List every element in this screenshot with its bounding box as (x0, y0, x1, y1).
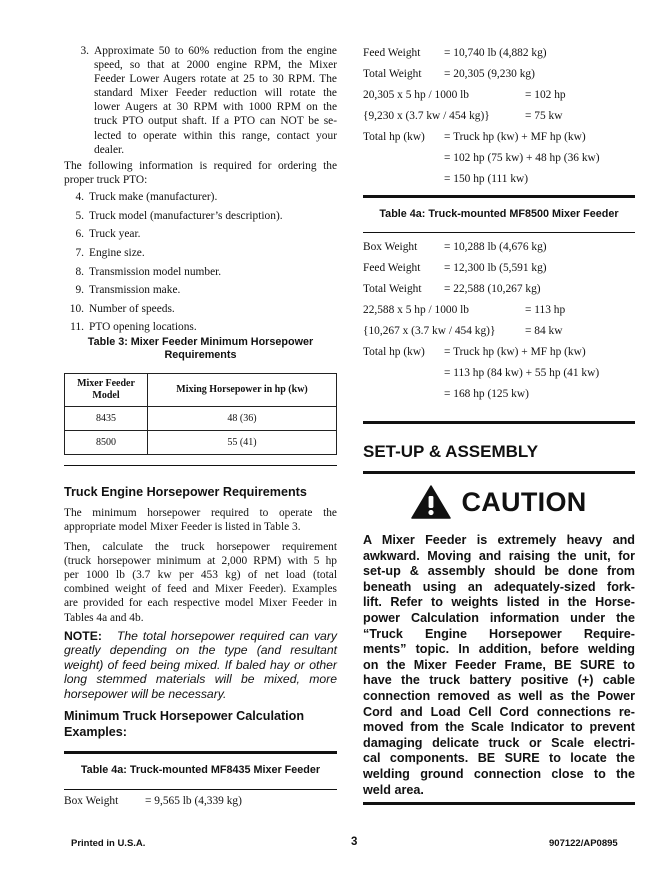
calc-block-mf8435 (363, 43, 635, 190)
list-item: 7. Engine size. (75, 247, 145, 260)
calc-value: = 102 hp (75 kw) + 48 hp (36 kw) (444, 152, 600, 164)
text-line: long stemmed materials will be mixed, more (64, 672, 337, 687)
caution-line: connection removed as well as the Power (363, 688, 635, 703)
calc-value: = 20,305 (9,230 kg) (444, 68, 535, 80)
calc-label: Box Weight (363, 241, 418, 253)
table-row (65, 406, 337, 430)
table4a-caption: Table 4a: Truck-mounted MF8435 Mixer Feeder (80, 763, 321, 776)
text-line: per 1000 lb (3.7 kw per 453 kg) of net load (total (64, 569, 337, 582)
list-item: 6. Truck year. (75, 228, 141, 241)
text-line: proper truck PTO: (64, 173, 148, 186)
caution-line: have the truck battery positive (+) cable (363, 673, 635, 688)
calc-label: Box Weight (64, 794, 119, 807)
calc-value: = 150 hp (111 kw) (444, 173, 529, 185)
table-header-row (65, 373, 337, 406)
setup-heading: SET-UP & ASSEMBLY (363, 442, 539, 461)
calc-row (363, 127, 635, 148)
list-number: 3. (80, 45, 89, 57)
caution-line: beneath using an adequately-sized fork- (363, 579, 635, 594)
calc-block-mf8500 (363, 237, 635, 405)
caution-text (363, 533, 635, 798)
calc-row (363, 300, 635, 321)
calc-result: = 102 hp (525, 89, 566, 101)
section-divider (64, 751, 337, 754)
caution-line: power Calculation information under the (363, 610, 635, 625)
text-line: The following information is required for ordering the (64, 159, 337, 172)
caption-divider (64, 789, 337, 790)
list-item-3-text (89, 44, 337, 157)
text-line: lower Augers at 30 RPM with 1000 RPM on the (94, 101, 337, 114)
calc-row (64, 791, 337, 812)
calc-row (363, 342, 635, 363)
list-item-3 (64, 44, 337, 157)
section-divider (64, 465, 337, 466)
column-header-model: Mixer Feeder Model (65, 373, 148, 406)
caution-line: Cord and Load Cell Cord connections re- (363, 704, 635, 719)
caution-line: A Mixer Feeder is extremely heavy and (363, 533, 635, 547)
warning-icon (411, 485, 451, 519)
text-line: Tables 4a and 4b. (64, 611, 144, 624)
text-line: combined weight of feed and Mixer Feeder). Examples (64, 583, 337, 596)
note-label: NOTE: (64, 628, 102, 643)
text-line: Feeder Lower Augers rotate at 25 to 30 RPM. The (94, 73, 337, 86)
table-cell: 55 (41) (148, 430, 337, 454)
calc-row (363, 279, 635, 300)
caution-banner (363, 484, 635, 520)
calc-result: = 84 kw (525, 325, 563, 337)
text-line: (truck horsepower minimum at 2,000 RPM) with 5 hp (64, 555, 337, 568)
right-column (363, 43, 635, 805)
caution-line: lift. Refer to weights listed in the Horse- (363, 595, 635, 610)
pto-list (64, 188, 337, 335)
calc-value: = 12,300 lb (5,591 kg) (444, 262, 547, 274)
horsepower-table (64, 373, 337, 455)
caution-line: welding ground connection close to the (363, 766, 635, 781)
calc-value: = 10,288 lb (4,676 kg) (444, 241, 547, 253)
section-divider (363, 195, 635, 198)
calc-row (363, 64, 635, 85)
section-divider (363, 802, 635, 805)
calc-label: Feed Weight (363, 262, 421, 274)
calc-row (363, 363, 635, 384)
calc-label: Total Weight (363, 68, 422, 80)
text-line: speed, so that at 2000 engine RPM, the Mixer (94, 59, 337, 72)
text-line: greatly depending on the type (and resultant (64, 643, 337, 658)
calc-label: Total Weight (363, 283, 422, 295)
section-heading: Truck Engine Horsepower Requirements (64, 484, 307, 499)
calc-row (363, 384, 635, 405)
section-divider (363, 421, 635, 424)
ordering-info-paragraph (64, 159, 337, 187)
calc-row (363, 85, 635, 106)
list-item: 4. Truck make (manufacturer). (75, 190, 218, 203)
caution-line: on the Mixer Feeder Frame, BE SURE to (363, 657, 635, 672)
caption-divider (363, 232, 635, 233)
table4a-8500-caption: Table 4a: Truck-mounted MF8500 Mixer Feeder (379, 208, 619, 220)
list-item: 10. Number of speeds. (69, 303, 175, 316)
list-item: 5. Truck model (manufacturer’s description). (75, 209, 283, 222)
calc-label: {10,267 x (3.7 kw / 454 kg)} (363, 325, 496, 337)
calc-value: = 113 hp (84 kw) + 55 hp (41 kw) (444, 367, 600, 379)
text-line: lected to operate within this range, contact your (94, 129, 337, 142)
caution-line: ments” topic. In addition, before welding (363, 642, 635, 657)
calc-value: = 168 hp (125 kw) (444, 388, 529, 400)
caution-line: cal components. BE SURE to locate the (363, 751, 635, 766)
text-line: are provided for each respective model Mixer Feeder in (64, 597, 337, 610)
calc-value: = Truck hp (kw) + MF hp (kw) (444, 131, 586, 143)
table-cell: 8435 (65, 406, 148, 430)
calc-label: Total hp (kw) (363, 131, 425, 143)
calc-label: {9,230 x (3.7 kw / 454 kg)} (363, 110, 490, 122)
caution-line: damaging delicate truck or Scale electri- (363, 735, 635, 750)
section-divider (363, 471, 635, 474)
table-cell: 8500 (65, 430, 148, 454)
calc-row (363, 148, 635, 169)
table-row (65, 430, 337, 454)
text-line: horsepower will be necessary. (64, 686, 227, 701)
calc-row (363, 258, 635, 279)
table-cell: 48 (36) (148, 406, 337, 430)
calc-label: 20,305 x 5 hp / 1000 lb (363, 89, 469, 101)
text-line: dealer. (94, 143, 125, 156)
calc-label: 22,588 x 5 hp / 1000 lb (363, 304, 469, 316)
text-line: Approximate 50 to 60% reduction from the engine (94, 45, 337, 57)
calc-value: = 10,740 lb (4,882 kg) (444, 47, 547, 59)
page-number: 3 (351, 836, 358, 848)
calc-row (363, 43, 635, 64)
list-item: 8. Transmission model number. (75, 265, 222, 278)
text-line: Then, calculate the truck horsepower requirement (64, 541, 337, 554)
list-item: 9. Transmission make. (75, 284, 181, 297)
left-column (64, 44, 337, 812)
text-line: truck PTO output shaft. If a PTO can NOT be se- (94, 115, 337, 128)
calc-result: = 75 kw (525, 110, 563, 122)
text-line: weight) of feed being mixed. If baled hay or other (64, 657, 337, 672)
calc-value: = 9,565 lb (4,339 kg) (145, 794, 242, 807)
caution-line: moved from the Scale Indicator to prevent (363, 720, 635, 735)
calc-row (363, 237, 635, 258)
list-item: 11. PTO opening locations. (70, 320, 197, 333)
caution-line: “Truck Engine Horsepower Require- (363, 626, 635, 641)
text-line: appropriate model Mixer Feeder is listed in Table 3. (64, 520, 301, 533)
text-line: The minimum horsepower required to operate the (64, 506, 337, 519)
note-block (64, 629, 337, 702)
calc-value: = Truck hp (kw) + MF hp (kw) (444, 346, 586, 358)
table3-caption: Table 3: Mixer Feeder Minimum Horsepower Requirements (87, 335, 314, 361)
footer-printed: Printed in U.S.A. (71, 838, 146, 849)
column-header-hp: Mixing Horsepower in hp (kw) (148, 373, 337, 406)
section-heading: Minimum Truck Horsepower Calculation Examples: (64, 708, 305, 739)
calc-label: Feed Weight (363, 47, 421, 59)
calc-value: = 22,588 (10,267 kg) (444, 283, 541, 295)
calc-row (363, 321, 635, 342)
caution-line: awkward. Moving and raising the unit, for (363, 548, 635, 563)
paragraph (64, 540, 337, 625)
paragraph (64, 506, 337, 534)
text-line: The total horsepower required can vary (116, 628, 337, 643)
footer-doc-code: 907122/AP0895 (549, 838, 618, 849)
calc-row (363, 169, 635, 190)
calc-label: Total hp (kw) (363, 346, 425, 358)
calc-result: = 113 hp (525, 304, 566, 316)
calc-row (363, 106, 635, 127)
text-line: standard Mixer Feeder reduction will rotate the (94, 87, 337, 100)
caution-line: weld area. (363, 782, 424, 797)
caution-line: set-up & assembly should be done from (363, 564, 635, 579)
caution-title: CAUTION (461, 486, 587, 517)
